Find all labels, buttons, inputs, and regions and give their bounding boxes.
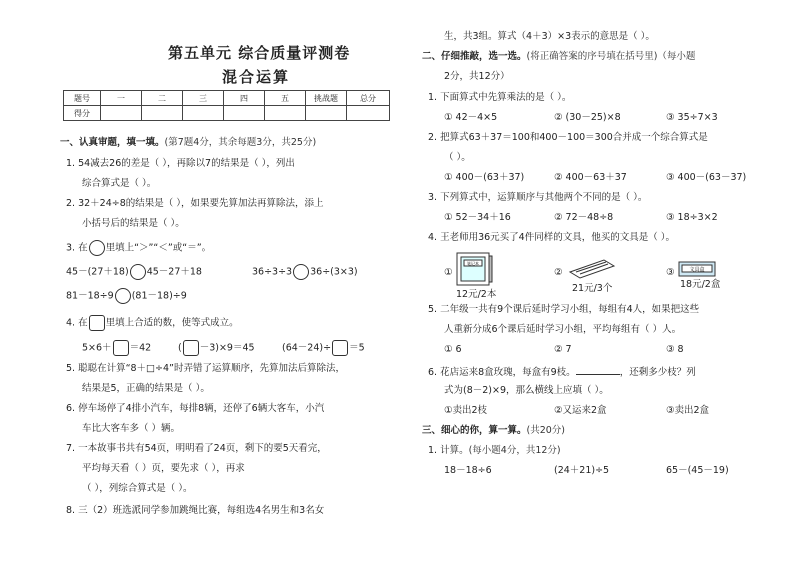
compare-circle-input[interactable] xyxy=(130,264,146,280)
fill-box-input[interactable] xyxy=(113,340,129,356)
section-2-note-cont: 2分，共12分） xyxy=(444,71,510,82)
section-2-heading xyxy=(422,52,695,62)
compare-circle-input[interactable] xyxy=(293,264,309,280)
score-input-cell[interactable] xyxy=(265,106,306,121)
fill-box-input[interactable] xyxy=(332,340,348,356)
score-input-cell[interactable] xyxy=(183,106,224,121)
section-1-heading xyxy=(60,138,316,148)
section-3-heading xyxy=(422,426,565,436)
r4-label-3: ③ xyxy=(666,267,675,278)
r2-line1: 2. 把算式63＋37＝100和400－100＝300合并成一个综合算式是 xyxy=(428,132,708,143)
r4-question: 4. 王老师用36元买了4件同样的文具，他买的文具是（ ）。 xyxy=(428,232,675,243)
stationery-box-icon xyxy=(678,258,718,281)
r6-option-2: ②又运来2盒 xyxy=(554,405,607,416)
q3-row2 xyxy=(66,288,187,304)
square-icon xyxy=(89,315,105,331)
q3-expr: 45－(27＋18) xyxy=(66,266,129,278)
q8-line1: 8. 三（2）班选派同学参加跳绳比赛，每组选4名男生和3名女 xyxy=(66,505,325,516)
r5-option-1: ① 6 xyxy=(444,344,462,355)
score-table xyxy=(63,90,390,121)
fill-box-input[interactable] xyxy=(183,340,199,356)
q4-prefix: 4. 在 xyxy=(66,317,88,329)
section-1-note: (第7题4分，其余每题3分，共25分) xyxy=(164,137,317,148)
r6-line2: 式为(8－2)×9，那么横线上应填（ ）。 xyxy=(444,385,609,396)
notebook-label: 笔记本 xyxy=(467,261,479,266)
score-header-cell: 二 xyxy=(142,91,183,106)
r1-option-2: ② (30－25)×8 xyxy=(554,112,621,123)
r3-option-1: ① 52－34＋16 xyxy=(444,212,511,223)
q6-line1: 6. 停车场停了4排小汽车，每排8辆，还停了6辆大客车，小汽 xyxy=(66,403,325,414)
q4-expr: 5×6＋ xyxy=(82,342,112,354)
c1-heading xyxy=(428,446,561,456)
q4-expr: －3)×9＝45 xyxy=(199,342,255,354)
q4-expr: (64－24)÷ xyxy=(282,342,332,354)
q5-line2: 结果是5，正确的结果是（ ）。 xyxy=(82,383,210,394)
page-subtitle: 混合运算 xyxy=(222,68,291,86)
q3-expr: 36÷(3×3) xyxy=(310,266,358,278)
q7-line1: 7. 一本故事书共有54页，明明看了24页，剩下的要5天看完， xyxy=(66,443,327,454)
q3-expr: 45－27＋18 xyxy=(146,266,202,278)
q8-line2: 生，共3组。算式（4＋3）×3表示的意思是（ ）。 xyxy=(444,31,655,42)
section-3-note: (共20分) xyxy=(526,425,566,436)
score-value-row xyxy=(64,106,390,121)
q4-eq2 xyxy=(178,340,255,356)
c1-expr-1: 18－18÷6 xyxy=(444,465,492,476)
r3-option-3: ③ 18÷3×2 xyxy=(666,212,718,223)
score-header-cell: 四 xyxy=(224,91,265,106)
q3-row1b xyxy=(252,264,358,280)
r4-label-1: ① xyxy=(444,267,453,278)
r3-option-2: ② 72－48÷8 xyxy=(554,212,614,223)
r5-option-2: ② 7 xyxy=(554,344,572,355)
q4-eq3 xyxy=(282,340,365,356)
r6-line1 xyxy=(428,366,696,378)
score-row-label: 得分 xyxy=(64,106,101,121)
c1-expr-2: (24＋21)÷5 xyxy=(554,465,610,476)
score-input-cell[interactable] xyxy=(101,106,142,121)
c1-note: (每小题4分，共12分) xyxy=(468,445,561,456)
q3-expr: 81－18÷9 xyxy=(66,290,114,302)
r4-price-3: 18元/2盒 xyxy=(680,279,721,290)
q3-suffix: 里填上“＞”“＜”或“＝”。 xyxy=(105,242,212,254)
score-header-row xyxy=(64,91,390,106)
r1-option-1: ① 42－4×5 xyxy=(444,112,498,123)
score-header-cell: 题号 xyxy=(64,91,101,106)
section-1-title: 一、认真审题，填一填。 xyxy=(60,137,165,148)
pencil-box-icon xyxy=(568,256,616,283)
r4-label-2: ② xyxy=(554,267,563,278)
stationery-box-label: 文具盒 xyxy=(689,267,705,273)
q4-expr: ( xyxy=(178,342,182,354)
r5-option-3: ③ 8 xyxy=(666,344,684,355)
q4-expr: ＝5 xyxy=(349,342,365,354)
score-header-cell: 五 xyxy=(265,91,306,106)
score-header-cell: 一 xyxy=(101,91,142,106)
q4-expr: ＝42 xyxy=(129,342,152,354)
q1-line1: 1. 54减去26的差是（ ），再除以7的结果是（ ），列出 xyxy=(66,158,295,169)
page-title: 第五单元 综合质量评测卷 xyxy=(168,44,351,62)
q4-instruction xyxy=(66,315,239,331)
r2-option-2: ② 400－63＋37 xyxy=(554,172,627,183)
r1-question: 1. 下面算式中先算乘法的是（ ）。 xyxy=(428,92,572,103)
q3-expr: 36÷3÷3 xyxy=(252,266,293,278)
q3-prefix: 3. 在 xyxy=(66,242,88,254)
r2-line2: （ ）。 xyxy=(444,152,471,163)
r4-price-1: 12元/2本 xyxy=(456,289,497,300)
score-header-cell: 挑战题 xyxy=(306,91,347,106)
score-input-cell[interactable] xyxy=(224,106,265,121)
q2-line1: 2. 32＋24÷8的结果是（ ），如果要先算加法再算除法，添上 xyxy=(66,198,324,209)
q3-instruction xyxy=(66,240,211,256)
r6-option-3: ③卖出2盒 xyxy=(666,405,710,416)
q2-line2: 小括号后的结果是（ ）。 xyxy=(82,218,185,229)
r6-blank[interactable] xyxy=(576,366,620,375)
q4-suffix: 里填上合适的数，使等式成立。 xyxy=(105,317,239,329)
score-input-cell[interactable] xyxy=(347,106,390,121)
section-3-title: 三、细心的你，算一算。 xyxy=(422,425,527,436)
q3-expr: (81－18)÷9 xyxy=(131,290,187,302)
section-2-note: (将正确答案的序号填在括号里)（每小题 xyxy=(526,51,696,62)
r2-option-1: ① 400－(63＋37) xyxy=(444,172,525,183)
q5-line1: 5. 聪聪在计算“8＋□÷4”时弄错了运算顺序，先算加法后算除法， xyxy=(66,363,345,374)
q7-line3: （ ），列综合算式是（ ）。 xyxy=(82,483,193,494)
q1-line2: 综合算式是（ ）。 xyxy=(82,178,157,189)
r6-text-b: ，还剩多少枝？列 xyxy=(619,367,696,378)
c1-expr-3: 65－(45－19) xyxy=(666,465,729,476)
score-header-cell: 三 xyxy=(183,91,224,106)
q3-row1 xyxy=(66,264,202,280)
r1-option-3: ③ 35÷7×3 xyxy=(666,112,718,123)
r4-price-2: 21元/3个 xyxy=(572,283,613,294)
q6-line2: 车比大客车多（ ）辆。 xyxy=(82,423,181,434)
score-input-cell[interactable] xyxy=(142,106,183,121)
q7-line2: 平均每天看（ ）页，要先求（ ），再求 xyxy=(82,463,245,474)
score-input-cell[interactable] xyxy=(306,106,347,121)
r5-line2: 人重新分成6个课后延时学习小组，平均每组有（ ）人。 xyxy=(444,324,682,335)
compare-circle-input[interactable] xyxy=(115,288,131,304)
r3-question: 3. 下列算式中，运算顺序与其他两个不同的是（ ）。 xyxy=(428,192,648,203)
score-header-cell: 总分 xyxy=(347,91,390,106)
r6-text-a: 6. 花店运来8盒玫瑰，每盒有9枝。 xyxy=(428,367,576,378)
c1-title: 1. 计算。 xyxy=(428,445,469,456)
q4-eq1 xyxy=(82,340,151,356)
notebook-icon xyxy=(456,252,494,289)
section-2-title: 二、仔细推敲，选一选。 xyxy=(422,51,527,62)
r2-option-3: ③ 400－(63－37) xyxy=(666,172,747,183)
r6-option-1: ①卖出2枝 xyxy=(444,405,488,416)
circle-icon xyxy=(89,240,105,256)
r5-line1: 5. 二年级一共有9个课后延时学习小组，每组有4人，如果把这些 xyxy=(428,304,700,315)
